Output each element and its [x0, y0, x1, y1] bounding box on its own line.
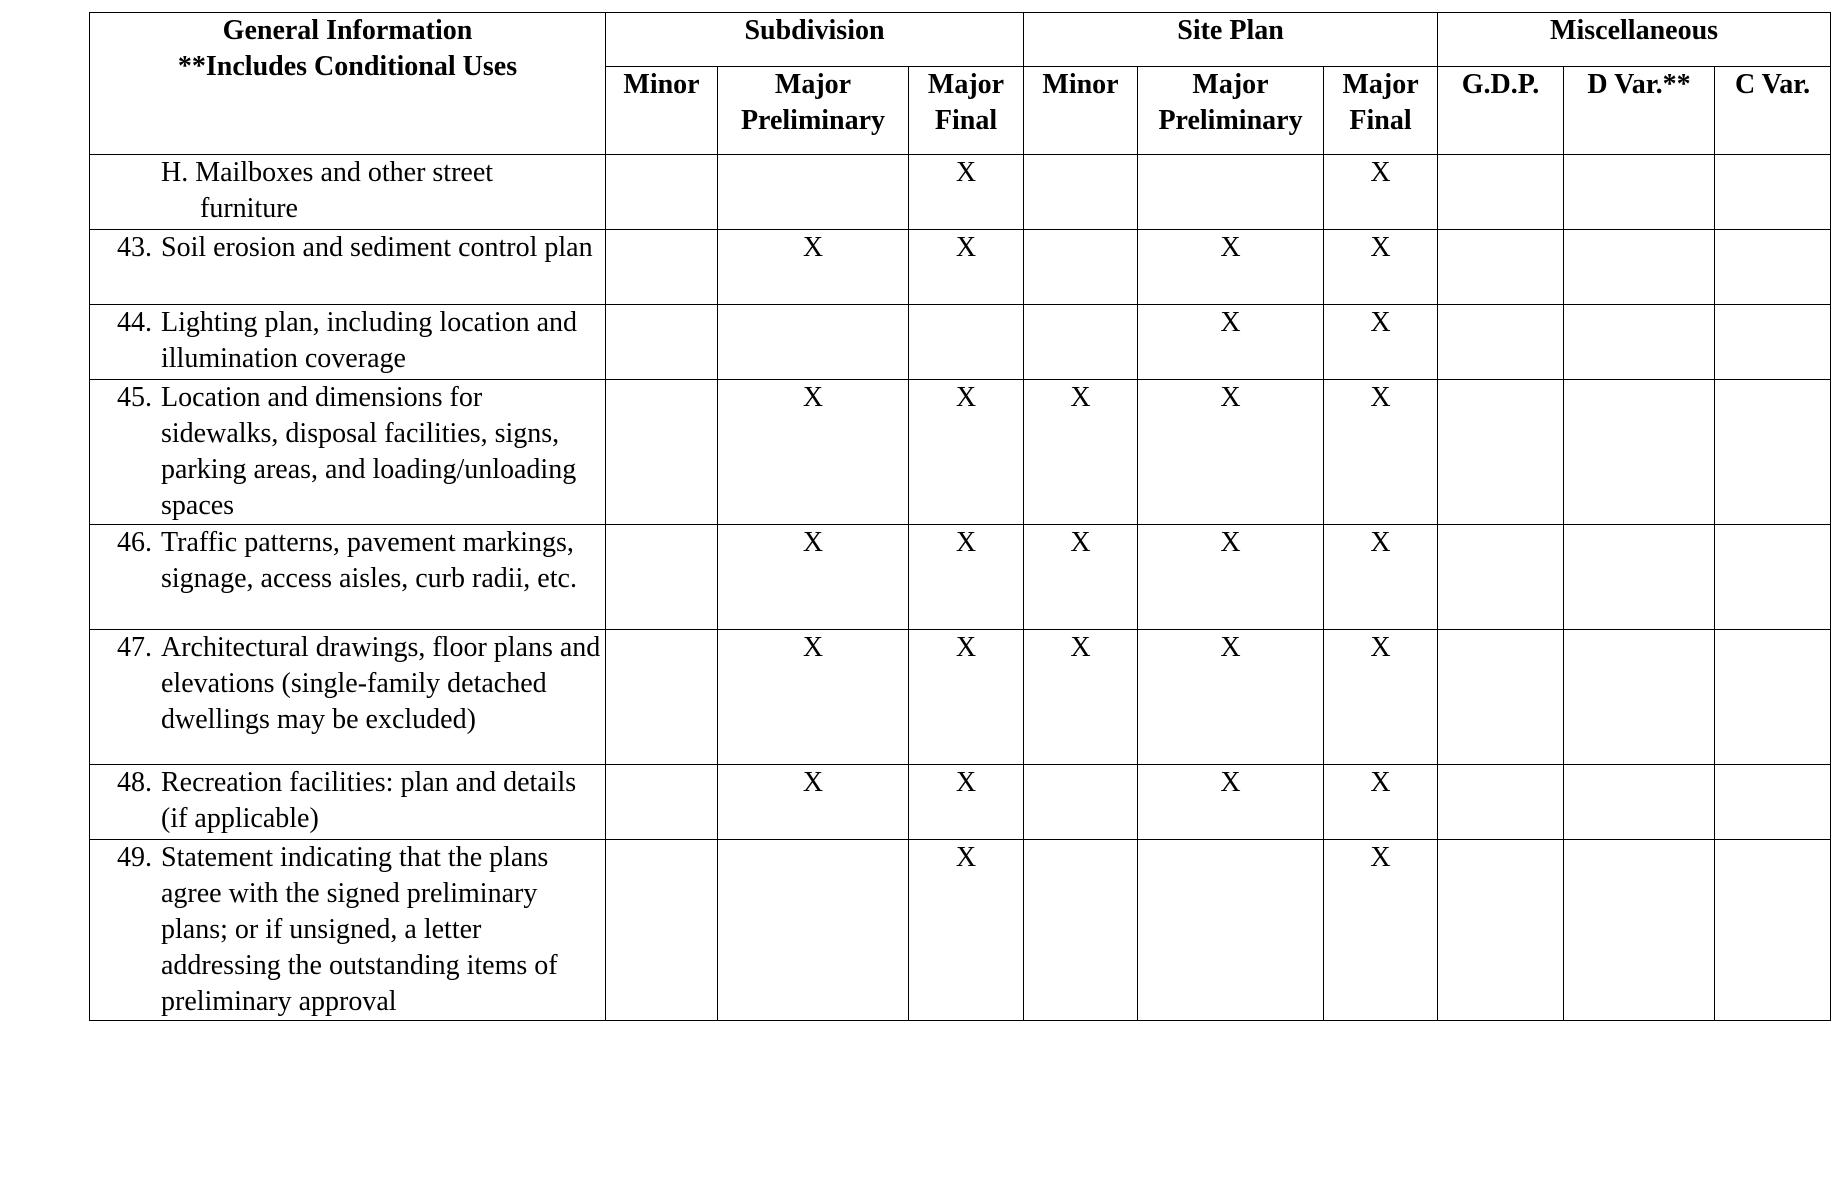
table-row — [90, 840, 1831, 1021]
item-description-cell — [90, 840, 606, 1021]
mark-cell-site-plan-major-final: X — [1324, 155, 1438, 230]
column-header-site-plan-major-final — [1324, 67, 1438, 155]
column-header-subdivision-major-final — [909, 67, 1024, 155]
column-header-line1: Major — [927, 69, 1005, 100]
mark-cell-gdp — [1438, 525, 1564, 630]
item-number: 44. — [117, 307, 152, 338]
mark-cell-site-plan-major-preliminary: X — [1138, 630, 1324, 765]
table-row — [90, 525, 1831, 630]
mark-cell-site-plan-major-preliminary — [1138, 840, 1324, 1021]
column-header-d-var — [1564, 67, 1715, 155]
mark-cell-gdp — [1438, 765, 1564, 840]
column-header-line2: Final — [934, 105, 998, 136]
mark-cell-gdp — [1438, 305, 1564, 380]
table-row — [90, 230, 1831, 305]
mark-cell-gdp — [1438, 840, 1564, 1021]
column-header-site-plan-major-preliminary — [1138, 67, 1324, 155]
mark-cell-subdivision-minor — [606, 380, 718, 525]
item-number: 48. — [117, 767, 152, 798]
column-header-site-plan-minor — [1024, 67, 1138, 155]
mark-cell-c-var — [1715, 305, 1831, 380]
column-header-line2: Final — [1349, 105, 1412, 136]
mark-cell-site-plan-major-preliminary: X — [1138, 380, 1324, 525]
column-header-line1: Major — [1192, 69, 1269, 100]
column-header-line1: Major — [1342, 69, 1419, 100]
group-header-subdivision: Subdivision — [606, 13, 1024, 67]
mark-cell-subdivision-major-preliminary: X — [718, 380, 909, 525]
checklist-item — [90, 525, 605, 597]
mark-cell-site-plan-minor: X — [1024, 630, 1138, 765]
mark-cell-site-plan-major-final: X — [1324, 305, 1438, 380]
item-text: Location and dimensions for sidewalks, disposal facilities, signs, parking areas, and loading/unloading spaces — [161, 382, 577, 521]
column-header-subdivision-minor — [606, 67, 718, 155]
mark-cell-subdivision-major-preliminary — [718, 840, 909, 1021]
item-description-cell — [90, 230, 606, 305]
column-header-gdp — [1438, 67, 1564, 155]
mark-cell-c-var — [1715, 525, 1831, 630]
mark-cell-d-var — [1564, 765, 1715, 840]
mark-cell-c-var — [1715, 155, 1831, 230]
column-header-line2: Minor — [623, 69, 700, 100]
checklist-table — [89, 12, 1831, 1021]
mark-cell-gdp — [1438, 230, 1564, 305]
checklist-item — [90, 840, 605, 1020]
mark-cell-d-var — [1564, 380, 1715, 525]
column-header-line1: Major — [774, 69, 852, 100]
column-header-line2: Minor — [1042, 69, 1119, 100]
mark-cell-subdivision-major-final: X — [909, 155, 1024, 230]
table-row — [90, 630, 1831, 765]
mark-cell-site-plan-minor: X — [1024, 525, 1138, 630]
mark-cell-c-var — [1715, 380, 1831, 525]
item-text — [152, 155, 605, 227]
mark-cell-d-var — [1564, 840, 1715, 1021]
mark-cell-site-plan-minor — [1024, 765, 1138, 840]
table-row — [90, 765, 1831, 840]
mark-cell-c-var — [1715, 840, 1831, 1021]
checklist-item — [90, 305, 605, 377]
mark-cell-subdivision-major-final: X — [909, 765, 1024, 840]
mark-cell-subdivision-minor — [606, 840, 718, 1021]
group-header-row — [90, 13, 1831, 67]
item-text: Recreation facilities: plan and details (if applicable) — [161, 767, 577, 834]
item-text: Architectural drawings, floor plans and elevations (single-family detached dwellings may be excluded) — [161, 632, 601, 735]
item-number: 46. — [117, 527, 152, 558]
mark-cell-d-var — [1564, 155, 1715, 230]
item-number: 47. — [117, 632, 152, 663]
item-description-cell — [90, 305, 606, 380]
item-text-main: Mailboxes and other street — [195, 157, 494, 188]
mark-cell-site-plan-minor — [1024, 155, 1138, 230]
mark-cell-d-var — [1564, 230, 1715, 305]
group-header-miscellaneous: Miscellaneous — [1438, 13, 1831, 67]
item-description-cell — [90, 630, 606, 765]
item-text: Soil erosion and sediment control plan — [161, 232, 593, 263]
mark-cell-site-plan-major-final: X — [1324, 525, 1438, 630]
mark-cell-subdivision-major-final: X — [909, 840, 1024, 1021]
checklist-item — [90, 155, 605, 227]
mark-cell-c-var — [1715, 230, 1831, 305]
mark-cell-subdivision-minor — [606, 630, 718, 765]
mark-cell-subdivision-minor — [606, 525, 718, 630]
mark-cell-c-var — [1715, 765, 1831, 840]
item-number: 45. — [117, 382, 152, 413]
item-sub-letter: H. — [161, 157, 189, 188]
mark-cell-subdivision-major-final — [909, 305, 1024, 380]
mark-cell-subdivision-minor — [606, 230, 718, 305]
mark-cell-site-plan-major-final: X — [1324, 630, 1438, 765]
mark-cell-d-var — [1564, 630, 1715, 765]
mark-cell-site-plan-major-preliminary — [1138, 155, 1324, 230]
mark-cell-subdivision-major-final: X — [909, 525, 1024, 630]
table-row — [90, 155, 1831, 230]
column-header-line2: Preliminary — [1158, 105, 1303, 136]
item-text: Traffic patterns, pavement markings, signage, access aisles, curb radii, etc. — [161, 527, 577, 594]
column-header-c-var — [1715, 67, 1831, 155]
item-description-cell — [90, 525, 606, 630]
mark-cell-site-plan-major-final: X — [1324, 765, 1438, 840]
item-text: Statement indicating that the plans agree with the signed preliminary plans; or if unsigned, a letter addressing the outstanding items of preliminary approval — [161, 842, 558, 1017]
item-description-cell — [90, 380, 606, 525]
item-description-cell — [90, 155, 606, 230]
checklist-item — [90, 630, 605, 738]
checklist-item — [90, 765, 605, 837]
mark-cell-gdp — [1438, 380, 1564, 525]
mark-cell-site-plan-major-preliminary: X — [1138, 525, 1324, 630]
mark-cell-site-plan-major-final: X — [1324, 230, 1438, 305]
conditional-uses-label: **Includes Conditional Uses — [177, 51, 518, 82]
mark-cell-site-plan-major-final: X — [1324, 840, 1438, 1021]
column-header-line2: C Var. — [1734, 69, 1811, 100]
mark-cell-site-plan-major-preliminary: X — [1138, 765, 1324, 840]
mark-cell-site-plan-minor — [1024, 230, 1138, 305]
mark-cell-subdivision-major-preliminary — [718, 305, 909, 380]
mark-cell-subdivision-major-final: X — [909, 380, 1024, 525]
item-text: Lighting plan, including location and illumination coverage — [161, 307, 578, 374]
mark-cell-site-plan-minor: X — [1024, 380, 1138, 525]
general-information-header — [90, 13, 606, 155]
table-row — [90, 380, 1831, 525]
item-number: 43. — [117, 232, 152, 263]
column-header-line2: Preliminary — [740, 105, 886, 136]
column-header-subdivision-major-preliminary — [718, 67, 909, 155]
mark-cell-subdivision-major-final: X — [909, 230, 1024, 305]
table-body — [90, 155, 1831, 1021]
general-information-label: General Information — [222, 15, 473, 46]
checklist-item — [90, 230, 605, 266]
table-header — [90, 13, 1831, 155]
mark-cell-subdivision-major-preliminary: X — [718, 765, 909, 840]
mark-cell-d-var — [1564, 305, 1715, 380]
mark-cell-d-var — [1564, 525, 1715, 630]
item-text-continued: furniture — [200, 193, 298, 224]
mark-cell-subdivision-major-preliminary — [718, 155, 909, 230]
column-header-line2: D Var.** — [1587, 69, 1691, 100]
mark-cell-gdp — [1438, 630, 1564, 765]
mark-cell-subdivision-major-preliminary: X — [718, 630, 909, 765]
group-header-site-plan: Site Plan — [1024, 13, 1438, 67]
mark-cell-c-var — [1715, 630, 1831, 765]
mark-cell-subdivision-major-preliminary: X — [718, 230, 909, 305]
mark-cell-site-plan-minor — [1024, 305, 1138, 380]
mark-cell-subdivision-major-preliminary: X — [718, 525, 909, 630]
item-number: 49. — [117, 842, 152, 873]
mark-cell-site-plan-major-preliminary: X — [1138, 230, 1324, 305]
mark-cell-subdivision-minor — [606, 765, 718, 840]
mark-cell-subdivision-minor — [606, 155, 718, 230]
column-header-line2: G.D.P. — [1461, 69, 1540, 100]
item-description-cell — [90, 765, 606, 840]
mark-cell-site-plan-minor — [1024, 840, 1138, 1021]
mark-cell-gdp — [1438, 155, 1564, 230]
mark-cell-site-plan-major-final: X — [1324, 380, 1438, 525]
checklist-item — [90, 380, 605, 524]
mark-cell-subdivision-major-final: X — [909, 630, 1024, 765]
mark-cell-site-plan-major-preliminary: X — [1138, 305, 1324, 380]
mark-cell-subdivision-minor — [606, 305, 718, 380]
table-row — [90, 305, 1831, 380]
